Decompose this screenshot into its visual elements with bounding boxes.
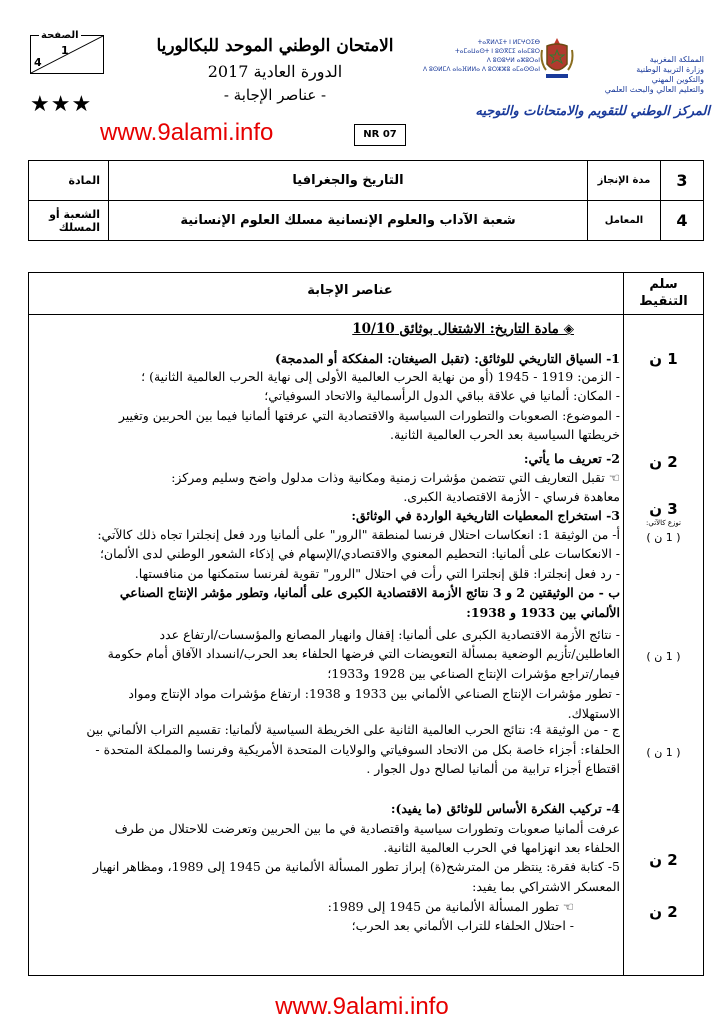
ministry-line: والتعليم العالي والبحث العلمي [604, 85, 704, 94]
answer-line: 2- تعريف ما يأتي: [523, 451, 620, 466]
scale-column-header [626, 276, 701, 310]
header-website-link[interactable]: www.9alami.info [100, 119, 274, 146]
duration-label: مدة الإنجاز [588, 161, 661, 201]
answer-line: 3- استخراج المعطيات التاريخية الواردة في الوثائق: [351, 508, 620, 523]
scale-header-line: سلم [649, 277, 678, 292]
score-q4: 2 ن [649, 851, 678, 869]
subject-value: التاريخ والجغرافيا [109, 161, 588, 201]
answer-line: عرفت ألمانيا صعوبات وتطورات سياسية واقتصادية في ما بين الحربين وتعرضت للاحتلال من طرف [114, 821, 620, 836]
subject-label: المادة [29, 161, 109, 201]
info-row-track [29, 201, 704, 241]
answer-line: الاستهلاك. [567, 706, 620, 721]
answer-line: ☜ تقبل التعاريف التي تتضمن مؤشرات زمنية ومكانية وذات مدلول واضح وسليم ومركز: [171, 470, 620, 485]
answer-line: العاطلين/تأزيم الوضعية بمسألة التعويضات التي فرضها الحلفاء بعد الحرب/انسداد الآفاق أمام حكومة [107, 646, 620, 661]
ministry-line: وزارة التربية الوطنية [636, 65, 704, 74]
ministry-block [574, 55, 704, 95]
ministry-line: المملكة المغربية [649, 55, 704, 64]
answer-line: 5- كتابة فقرة: ينتظر من المترشح(ة) إبراز تطور المسألة الألمانية من 1945 إلى 1989، ومظاهر انهيار [92, 859, 620, 874]
ministry-line: والتكوين المهني [651, 75, 704, 84]
score-q2: 2 ن [649, 453, 678, 471]
answer-line: الألماني بين 1933 و 1938: [466, 605, 620, 620]
exam-session: الدورة العادية 2017 [207, 62, 343, 81]
tifinagh-line: ⵜⴰⴳⵍⴷⵉⵜ ⵏ ⵍⵎⵖⵔⵉⴱ [477, 39, 540, 46]
answer-line: - احتلال الحلفاء للتراب الألماني بعد الحرب؛ [351, 918, 574, 933]
score-q3-distribution: توزع كالآتي: [646, 519, 681, 527]
answer-line: - المكان: ألمانيا في علاقة بباقي الدول الرأسمالية والاتحاد السوفياتي؛ [264, 388, 620, 403]
answer-line: اقتطاع أجزاء ترابية من ألمانيا لصالح دول الجوار . [366, 761, 620, 776]
answer-line: ب - من الوثيقتين 2 و 3 نتائج الأزمة الاقتصادية الكبرى على ألمانيا، وتطور مؤشر الإنتاج الصناعي [119, 585, 620, 600]
score-q3a: ( 1 ن ) [646, 531, 681, 544]
score-q5: 2 ن [649, 903, 678, 921]
footer [0, 993, 724, 1021]
exam-center-name: المركز الوطني للتقويم والامتحانات والتوجيه [475, 104, 710, 119]
exam-title: الامتحان الوطني الموحد للبكالوريا [156, 36, 394, 56]
info-row-subject [29, 161, 704, 201]
answer-elements-title: - عناصر الإجابة - [223, 86, 327, 104]
exam-info-table [28, 160, 704, 241]
answer-line: خريطتها السياسية بعد الحرب العالمية الثانية. [389, 427, 620, 442]
duration-value: 3 [661, 161, 704, 201]
answer-line: - الموضوع: الصعوبات والتطورات السياسية والاقتصادية التي عرفتها ألمانيا فيما بين الحربين وتغيير [118, 408, 620, 423]
score-q3: 3 ن [649, 500, 678, 518]
tifinagh-line: ⴷ ⵓⵙⵍⵎⴷ ⴰⵏⴰⴼⵍⵍⴰ ⴷ ⵓⵔⵣⵣⵓ ⴰⵎⴰⵙⵙⴰⵏ [423, 66, 540, 73]
page-label: الصفحة [41, 30, 79, 41]
track-label: الشعبة أو المسلك [29, 201, 109, 241]
answer-line: 1- السياق التاريخي للوثائق: (تقبل الصيغتان: المفككة أو المدمجة) [274, 351, 620, 366]
score-q3b: ( 1 ن ) [646, 650, 681, 663]
score-q1: 1 ن [649, 350, 678, 368]
answer-line: المعسكر الاشتراكي بما يفيد: [472, 879, 620, 894]
answer-line: - الانعكاسات على ألمانيا: التحطيم المعنوي والاقتصادي/الإسهام في إذكاء الشعور الوطني لدى الألمان؛ [99, 546, 620, 561]
answer-line: الحلفاء بعد انهزامها في الحرب العالمية الثانية. [383, 840, 620, 855]
difficulty-stars: ★★★ [30, 92, 93, 117]
scale-header-line: التنقيط [639, 294, 688, 309]
answer-line: أ- من الوثيقة 1: انعكاسات احتلال فرنسا لمنطقة "الرور" على ألمانيا ورد فعل إنجلترا تجاه ذلك كالآتي: [97, 527, 620, 542]
answer-line: ☜ تطور المسألة الألمانية من 1945 إلى 1989: [327, 899, 574, 914]
answer-line: - رد فعل إنجلترا: قلق إنجلترا التي رأت في احتلال "الرور" تقوية لفرنسا ستمكنها من منافستها. [134, 566, 620, 581]
coef-label: المعامل [588, 201, 661, 241]
answers-column-header: عناصر الإجابة [307, 283, 393, 298]
page-number-box [30, 30, 104, 74]
answer-line: معاهدة فرساي - الأزمة الاقتصادية الكبرى. [403, 489, 620, 504]
answer-line: - الزمن: 1919 - 1945 (أو من نهاية الحرب العالمية الأولى إلى نهاية الحرب العالمية الثانية) ؛ [141, 369, 620, 384]
footer-website-link[interactable]: www.9alami.info [275, 993, 449, 1020]
page-total: 4 [34, 56, 42, 69]
answer-line: الحلفاء: أجزاء خاصة بكل من الاتحاد السوفياتي والولايات المتحدة الأمريكية وفرنسا والمملكة المتحدة - [95, 742, 620, 757]
section-history-title: ◈ مادة التاريخ: الاشتغال بوثائق 10/10 [352, 321, 574, 337]
table-header-divider [28, 314, 704, 315]
tifinagh-line: ⵜⴰⵎⴰⵡⴰⵙⵜ ⵏ ⵓⵙⴳⵎⵉ ⴰⵏⴰⵎⵓⵔ [454, 48, 540, 55]
exam-code: NR 07 [354, 124, 406, 146]
answer-line: 4- تركيب الفكرة الأساس للوثائق (ما يفيد): [390, 801, 620, 816]
answer-line: - نتائج الأزمة الاقتصادية الكبرى على ألمانيا: إقفال وانهيار المصانع والمؤسسات/ارتفاع عدد [159, 627, 620, 642]
national-emblem-icon [540, 36, 574, 80]
table-column-divider [623, 272, 624, 976]
answer-line: فيمار/تراجع مؤشرات الإنتاج الصناعي بين 1928 و1933؛ [327, 666, 620, 681]
score-q3c: ( 1 ن ) [646, 746, 681, 759]
coef-value: 4 [661, 201, 704, 241]
answer-line: ج - من الوثيقة 4: نتائج الحرب العالمية الثانية على الخريطة السياسية لألمانيا: تقسيم التراب الألماني بين [86, 722, 620, 737]
page-current: 1 [61, 44, 69, 57]
answer-line: - تطور مؤشرات الإنتاج الصناعي الألماني بين 1933 و 1938: ارتفاع مؤشرات مواد الإنتاج ومواد [128, 686, 620, 701]
tifinagh-block [420, 38, 540, 74]
tifinagh-line: ⴷ ⵓⵙⵓⵖⵍ ⴰⵣⵓⵔⴰⵏ [486, 57, 540, 64]
track-value: شعبة الآداب والعلوم الإنسانية مسلك العلوم الإنسانية [109, 201, 588, 241]
